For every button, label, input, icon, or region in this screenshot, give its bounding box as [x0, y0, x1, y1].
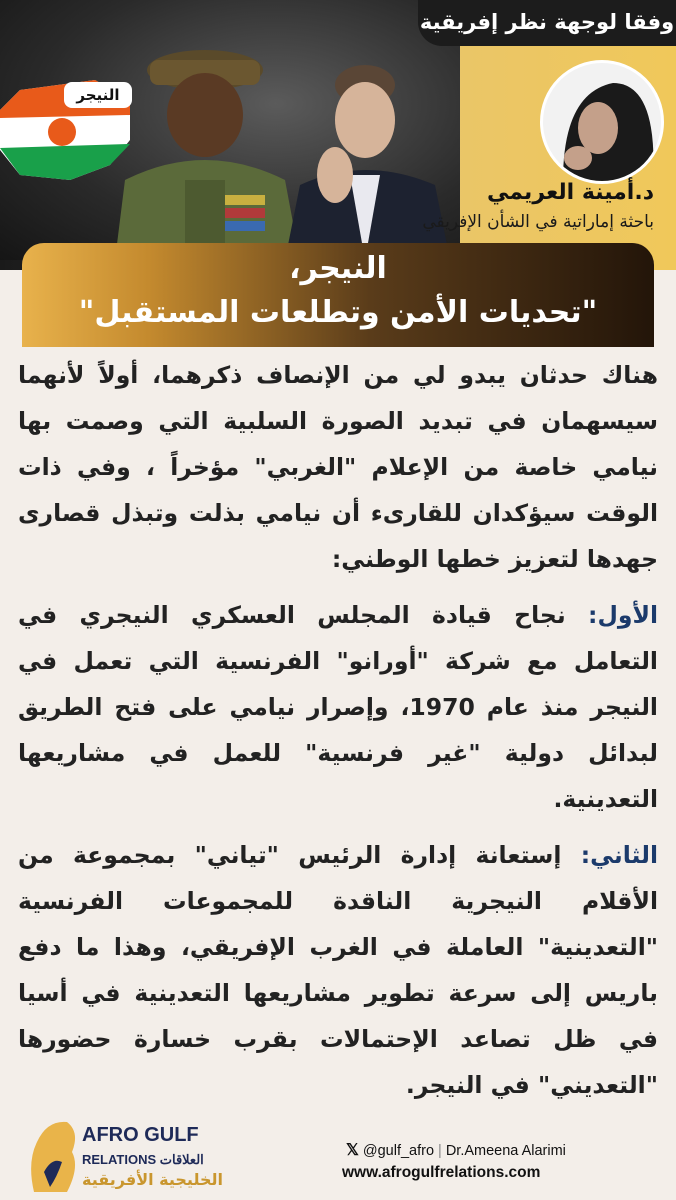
website-link[interactable]: www.afrogulfrelations.com — [342, 1164, 541, 1181]
author-title: باحثة إماراتية في الشأن الإفريقي — [422, 212, 654, 232]
author-photo — [540, 60, 664, 184]
social-line — [346, 1140, 646, 1160]
second-point-label: الثاني: — [580, 841, 658, 869]
second-point-paragraph — [18, 832, 658, 1108]
article-body — [18, 352, 658, 1118]
first-point-paragraph — [18, 592, 658, 822]
intro-paragraph: هناك حدثان يبدو لي من الإنصاف ذكرهما، أولاً لأنهما سيسهمان في تبديد الصورة السلبية التي وصمت بها نيامي خاصة من الإعلام "الغربي" مؤخراً ، وفي ذات الوقت سيؤكدان للقارىء أن نيامي بذلت وتبذل قصارى جهدها لتعزيز خطها الوطني: — [18, 361, 658, 573]
title-line-1: النيجر، — [289, 251, 387, 286]
title-line-2: "تحديات الأمن وتطلعات المستقبل" — [78, 295, 598, 330]
first-point-text: نجاح قيادة المجلس العسكري النيجري في التعامل مع شركة "أورانو" الفرنسية التي تعمل في النيجر منذ عام 1970، وإصرار نيامي على فتح الطريق لبدائل دولية "غير فرنسية" للعمل في مشاريعها التعدينية. — [18, 601, 658, 813]
footer — [0, 1112, 676, 1200]
first-point-label: الأول: — [588, 601, 658, 629]
title-box — [22, 243, 654, 347]
separator: | — [438, 1143, 442, 1159]
soldier-image — [105, 30, 305, 260]
author-name: د.أمينة العريمي — [487, 180, 654, 205]
logo-arabic: الخليجية الأفريقية — [82, 1170, 224, 1189]
author-latin-name: Dr.Ameena Alarimi — [445, 1143, 566, 1159]
logo-title: AFRO GULF — [82, 1124, 199, 1146]
second-point-text: إستعانة إدارة الرئيس "تياني" بمجموعة من الأقلام النيجرية الناقدة للمجموعات الفرنسية "التعدينية" العاملة في الغرب الإفريقي، وهذا ما دفع باريس إلى سرعة تطوير مشاريعها التعدينية في أسيا في ظل تصاعد الإحتمالات بقرب خسارة حضورها "التعديني" في النيجر. — [18, 841, 658, 1099]
x-icon: 𝕏 — [346, 1142, 359, 1159]
social-handle[interactable]: @gulf_afro — [362, 1143, 435, 1159]
afro-gulf-logo-icon — [22, 1112, 82, 1197]
header-banner — [0, 0, 676, 270]
perspective-tag: وفقا لوجهة نظر إفريقية — [418, 0, 676, 46]
map-label: النيجر — [64, 82, 132, 108]
logo-subtitle: RELATIONS العلاقات — [82, 1152, 204, 1167]
